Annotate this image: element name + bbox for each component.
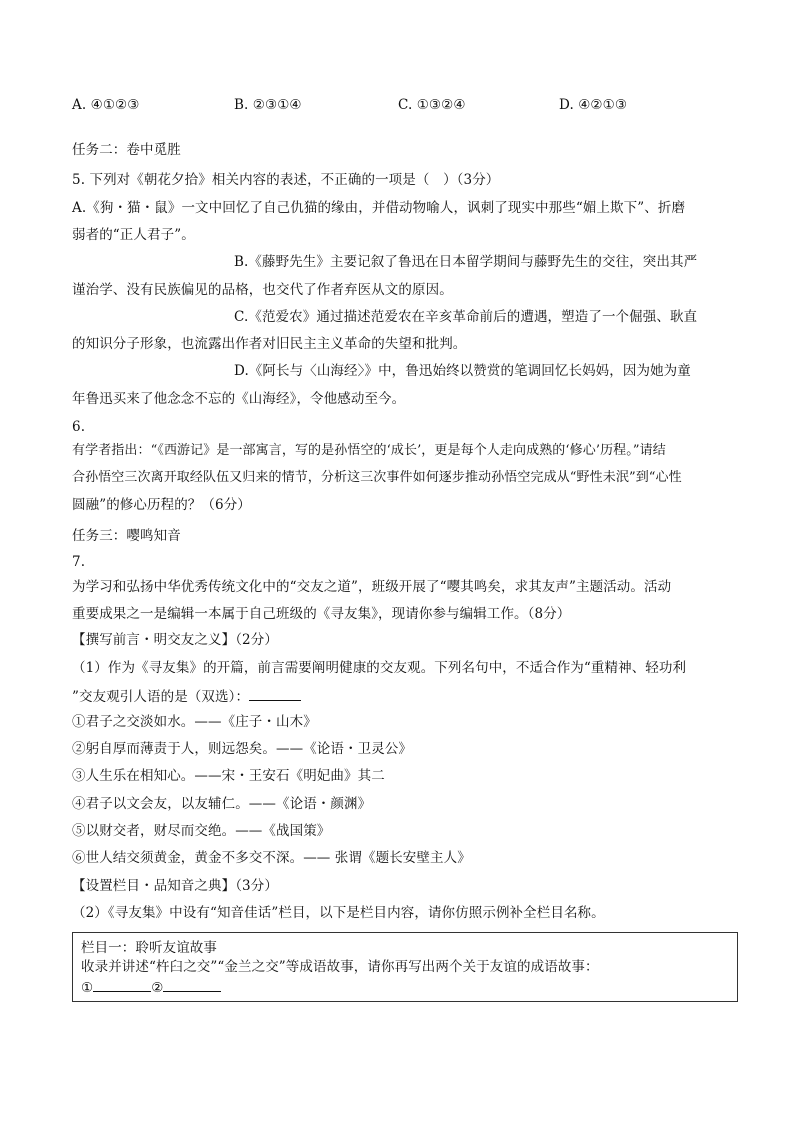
answer-blank-2[interactable]: [163, 977, 221, 992]
q5-option-b-line2: 谨治学、没有民族偏见的品格，也交代了作者弃医从文的原因。: [72, 282, 453, 298]
q7-sub1-line2: ”交友观引人语的是（双选）：: [72, 689, 250, 705]
quote-4: ④君子以文会友，以友辅仁。——《论语・颜渊》: [72, 796, 372, 812]
answer-blank[interactable]: [249, 686, 301, 701]
column-title: 栏目一：聆听友谊故事: [81, 940, 217, 956]
answer-mark-2: ②: [151, 980, 164, 996]
q7-section2-heading: 【设置栏目・品知音之典】（3分）: [72, 878, 278, 894]
q7-section1-heading: 【撰写前言・明交友之义】（2分）: [72, 632, 278, 648]
q5-option-a-line1: A.《狗・猫・鼠》一文中回忆了自己仇猫的缘由，并借动物喻人，讽刺了现实中那些“媚上欺下”、折磨: [72, 200, 686, 216]
quote-2: ②躬自厚而薄责于人，则远怨矣。——《论语・卫灵公》: [72, 741, 412, 757]
q5-option-d-line1: D.《阿长与〈山海经〉》中，鲁迅始终以赞赏的笔调回忆长妈妈，因为她为童: [234, 363, 691, 379]
option-b: B. ②③①④: [234, 97, 302, 113]
task2-title: 任务二：卷中觅胜: [72, 142, 181, 158]
q5-option-c-line2: 的知识分子形象，也流露出作者对旧民主主义革命的失望和批判。: [72, 336, 467, 352]
q7-sub1-line2-row: [72, 686, 301, 706]
column-box: [72, 932, 738, 1002]
quote-1: ①君子之交淡如水。——《庄子・山木》: [72, 714, 317, 730]
q5-option-c-line1: C.《范爱农》通过描述范爱农在辛亥革命前后的遭遇，塑造了一个倔强、耿直: [234, 309, 698, 325]
q7-number: 7.: [72, 554, 86, 570]
quote-3: ③人生乐在相知心。——宋・王安石《明妃曲》其二: [72, 768, 385, 784]
q5-option-a-line2: 弱者的“正人君子”。: [72, 227, 195, 243]
q6-number: 6.: [72, 419, 86, 435]
q7-line2: 重要成果之一是编辑一本属于自己班级的《寻友集》，现请你参与编辑工作。（8分）: [72, 606, 571, 622]
q6-line1: 有学者指出：“《西游记》是一部寓言，写的是孙悟空的‘成长’，更是每个人走向成熟的‘修心’历程。”请结: [72, 443, 666, 458]
option-d: D. ④②①③: [559, 97, 628, 113]
column-answer-row: [81, 977, 221, 997]
task3-title: 任务三：嘤鸣知音: [72, 528, 181, 544]
answer-mark-1: ①: [81, 980, 94, 996]
q7-sub1-line1: （1）作为《寻友集》的开篇，前言需要阐明健康的交友观。下列名句中，不适合作为“重精神、轻功利: [72, 660, 687, 676]
option-a: A. ④①②③: [72, 97, 140, 113]
answer-blank-1[interactable]: [93, 977, 151, 992]
q6-line2: 合孙悟空三次离开取经队伍又归来的情节，分析这三次事件如何逐步推动孙悟空完成从“野性未泯”到“心性: [72, 470, 682, 485]
q5-option-b-line1: B.《藤野先生》主要记叙了鲁迅在日本留学期间与藤野先生的交往，突出其严: [234, 254, 698, 270]
option-c: C. ①③②④: [398, 97, 466, 113]
column-description: 收录并讲述“杵臼之交”“金兰之交”等成语故事，请你再写出两个关于友谊的成语故事：: [81, 959, 599, 975]
q7-line1: 为学习和弘扬中华优秀传统文化中的“交友之道”，班级开展了“嘤其鸣矣，求其友声”主题活动。活动: [72, 579, 672, 595]
quote-5: ⑤以财交者，财尽而交绝。——《战国策》: [72, 823, 331, 839]
quote-6: ⑥世人结交须黄金，黄金不多交不深。—— 张谓《题长安壁主人》: [72, 850, 471, 866]
q7-sub2: （2）《寻友集》中设有“知音佳话”栏目，以下是栏目内容，请你仿照示例补全栏目名称。: [72, 905, 605, 921]
q5-option-d-line2: 年鲁迅买来了他念念不忘的《山海经》，令他感动至今。: [72, 391, 406, 407]
q5-stem: 5. 下列对《朝花夕拾》相关内容的表述，不正确的一项是（ ）（3分）: [72, 172, 500, 188]
q6-line3: 圆融”的修心历程的？（6分）: [72, 497, 251, 513]
